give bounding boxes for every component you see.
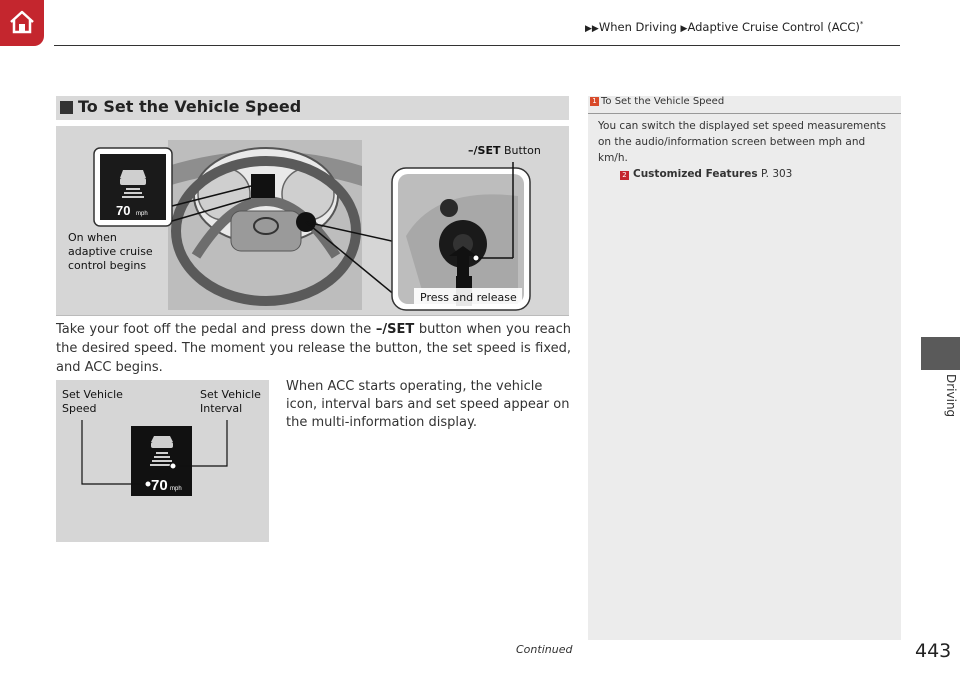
breadcrumb-arrow-icon: ▶ [680, 24, 688, 34]
chapter-tab-label: Driving [944, 374, 958, 418]
note-heading [588, 96, 901, 114]
breadcrumb-item-acc[interactable]: Adaptive Cruise Control (ACC) [687, 20, 860, 34]
breadcrumb-arrow-icon: ▶▶ [585, 24, 599, 34]
xref-marker-icon: 2 [620, 171, 629, 180]
display-paragraph: When ACC starts operating, the vehicle icon, interval bars and set speed appear on the multi-information display. [286, 379, 570, 430]
home-icon [8, 8, 36, 36]
label-adaptive-cruise: adaptive cruise [68, 245, 153, 258]
display-marker [251, 174, 275, 198]
note-body [598, 118, 893, 182]
speed-value-1: 70 [116, 203, 131, 218]
header-divider [54, 45, 900, 46]
label-set-button-bold: –/SET [468, 144, 501, 157]
note-cross-reference[interactable] [620, 166, 893, 182]
label-set-vehicle-speed-2: Speed [62, 402, 97, 415]
xref-link[interactable]: Customized Features [633, 168, 758, 180]
xref-page: P. 303 [757, 168, 793, 180]
section-square-icon [60, 101, 73, 114]
home-button[interactable] [0, 0, 44, 46]
label-set-vehicle-interval-1: Set Vehicle [200, 388, 261, 401]
instruction-text-bold: –/SET [375, 322, 415, 337]
section-title: To Set the Vehicle Speed [78, 97, 302, 116]
side-note-panel [588, 96, 901, 640]
label-press-release: Press and release [420, 291, 517, 304]
figure-display [56, 380, 269, 542]
label-control-begins: control begins [68, 259, 147, 272]
speed-value-2: 70 [151, 477, 168, 494]
note-text: You can switch the displayed set speed measurements on the audio/information screen between mph and km/h. [598, 120, 886, 164]
breadcrumb [585, 20, 863, 34]
continued-label: Continued [516, 643, 573, 656]
instruction-paragraph [56, 320, 571, 377]
figure-dashboard [56, 126, 569, 316]
note-marker-icon: 1 [590, 97, 599, 106]
breadcrumb-item-when-driving[interactable]: When Driving [598, 20, 677, 34]
label-set-button-rest: Button [500, 144, 541, 157]
label-set-vehicle-interval-2: Interval [200, 402, 243, 415]
instruction-text-1: Take your foot off the pedal and press down the [56, 322, 376, 337]
speed-unit-2: mph [170, 486, 182, 492]
section-heading [56, 96, 569, 120]
chapter-tab[interactable] [921, 337, 960, 370]
breadcrumb-mark: * [859, 20, 864, 29]
label-on-when: On when [68, 231, 117, 244]
label-set-button [468, 144, 541, 158]
speed-unit-1: mph [136, 211, 148, 217]
note-title: To Set the Vehicle Speed [601, 96, 725, 107]
label-set-vehicle-speed-1: Set Vehicle [62, 388, 123, 401]
instruction-text-2: button when you reach the desired speed. The moment you release the button, the set speed is fixed, and ACC begins. [56, 322, 571, 375]
page-number: 443 [915, 640, 952, 662]
